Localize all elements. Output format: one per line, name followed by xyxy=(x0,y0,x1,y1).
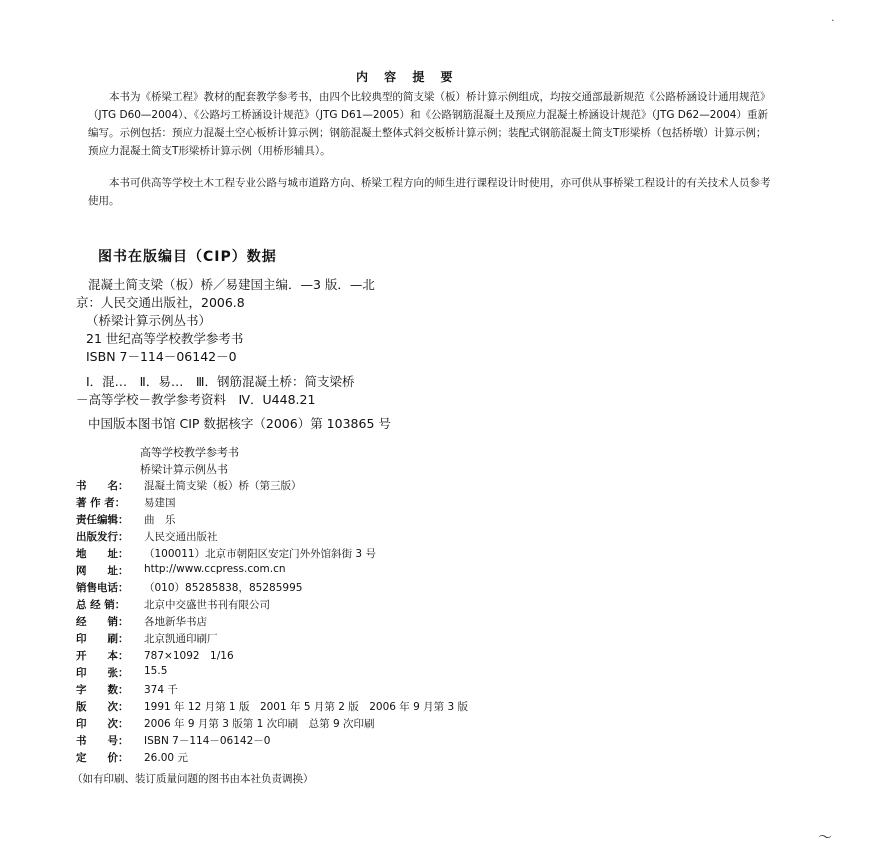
colophon-row xyxy=(76,529,218,544)
summary-title: 内 容 提 要 xyxy=(356,70,459,84)
colophon-label: 书 号： xyxy=(76,735,129,747)
colophon-value: ISBN 7－114－06142－0 xyxy=(144,735,271,747)
colophon-row xyxy=(76,478,302,493)
colophon-row xyxy=(76,512,176,527)
colophon-label: 定 价： xyxy=(76,752,129,764)
colophon-row xyxy=(76,631,218,646)
colophon-row xyxy=(76,614,207,629)
colophon-label: 书 名： xyxy=(76,480,129,492)
colophon-label: 印 次： xyxy=(76,718,129,730)
series-line-1: 高等学校教学参考书 xyxy=(140,446,239,459)
colophon-value: 北京中交盛世书刊有限公司 xyxy=(144,599,270,611)
colophon-value: 人民交通出版社 xyxy=(144,531,218,543)
colophon-row xyxy=(76,597,270,612)
colophon-value: 北京凯通印刷厂 xyxy=(144,633,218,645)
colophon-label: 销售电话： xyxy=(76,582,129,594)
colophon-row xyxy=(76,682,178,697)
colophon-row xyxy=(76,750,188,765)
summary-paragraph-1 xyxy=(88,88,776,160)
colophon-label: 经 销： xyxy=(76,616,129,628)
cip-classification-2: －高等学校－教学参考资料 Ⅳ．U448.21 xyxy=(76,392,316,407)
colophon-row xyxy=(76,495,176,510)
colophon-value: 2006 年 9 月第 3 版第 1 次印刷 总第 9 次印刷 xyxy=(144,718,375,730)
colophon-value: 1991 年 12 月第 1 版 2001 年 5 月第 2 版 2006 年 9 月第 3 版 xyxy=(144,701,468,713)
footnote: （如有印刷、装订质量问题的图书由本社负责调换） xyxy=(72,773,314,785)
cip-heading: 图书在版编目（CIP）数据 xyxy=(98,249,277,265)
colophon-row xyxy=(76,546,376,561)
cip-line-2: 京：人民交通出版社，2006.8 xyxy=(76,295,245,310)
colophon-value: 374 千 xyxy=(144,684,178,696)
colophon-label: 出版发行： xyxy=(76,531,129,543)
colophon-label: 印 张： xyxy=(76,667,129,679)
colophon-label: 责任编辑： xyxy=(76,514,129,526)
colophon-row xyxy=(76,665,167,680)
cip-classification-1: Ⅰ．混… Ⅱ．易… Ⅲ．钢筋混凝土桥：简支梁桥 xyxy=(86,374,355,389)
colophon-row xyxy=(76,716,374,731)
scan-mark-top: · xyxy=(831,14,835,27)
colophon-label: 网 址： xyxy=(76,565,129,577)
colophon-label: 版 次： xyxy=(76,701,129,713)
summary-text-1: 本书为《桥梁工程》教材的配套教学参考书，由四个比较典型的简支梁（板）桥计算示例组成，均按交通部最新规范《公路桥涵设计通用规范》（JTG D60—2004）、《公路圬工桥涵设计规范》（JTG D61—2005）和《公路钢筋混凝土及预应力混凝土桥涵设计规范》（JTG D62—2004）重新编写。示例包括：预应力混凝土空心板桥计算示例；钢筋混凝土整体式斜交板桥计算示例；装配式钢筋混凝土简支T形梁桥（包括桥墩）计算示例；预应力混凝土简支T形梁桥计算示例（用桥形辅具）。 xyxy=(88,91,771,157)
colophon-label: 印 刷： xyxy=(76,633,129,645)
colophon-value: 曲 乐 xyxy=(144,514,176,526)
colophon-value: 15.5 xyxy=(144,665,168,677)
colophon-value: 787×1092 1/16 xyxy=(144,650,234,662)
summary-paragraph-2 xyxy=(88,174,776,210)
cip-line-5: ISBN 7－114－06142－0 xyxy=(86,349,237,364)
colophon-value: http://www.ccpress.com.cn xyxy=(144,563,286,575)
colophon-value: 混凝土简支梁（板）桥（第三版） xyxy=(144,480,302,492)
colophon-value: 易建国 xyxy=(144,497,176,509)
colophon-value: 26.00 元 xyxy=(144,752,188,764)
colophon-label: 字 数： xyxy=(76,684,129,696)
colophon-value: 各地新华书店 xyxy=(144,616,207,628)
cip-record-number: 中国版本图书馆 CIP 数据核字（2006）第 103865 号 xyxy=(88,416,391,431)
colophon-label: 著 作 者： xyxy=(76,497,126,509)
colophon-value: （010）85285838，85285995 xyxy=(144,582,303,594)
cip-line-1: 混凝土简支梁（板）桥／易建国主编．—3 版．—北 xyxy=(88,277,375,292)
colophon-label: 地 址： xyxy=(76,548,129,560)
cip-line-3: （桥梁计算示例丛书） xyxy=(86,313,212,328)
scan-mark-bottom: 〜 xyxy=(818,830,832,846)
summary-text-2: 本书可供高等学校土木工程专业公路与城市道路方向、桥梁工程方向的师生进行课程设计时使用，亦可供从事桥梁工程设计的有关技术人员参考使用。 xyxy=(88,177,771,207)
cip-line-4: 21 世纪高等学校教学参考书 xyxy=(86,331,244,346)
colophon-row xyxy=(76,699,468,714)
colophon-row xyxy=(76,648,234,663)
colophon-row xyxy=(76,733,270,748)
colophon-row xyxy=(76,580,302,595)
colophon-label: 总 经 销： xyxy=(76,599,126,611)
colophon-label: 开 本： xyxy=(76,650,129,662)
colophon-row xyxy=(76,563,286,578)
colophon-value: （100011）北京市朝阳区安定门外外馆斜街 3 号 xyxy=(144,548,376,560)
series-line-2: 桥梁计算示例丛书 xyxy=(140,463,228,476)
